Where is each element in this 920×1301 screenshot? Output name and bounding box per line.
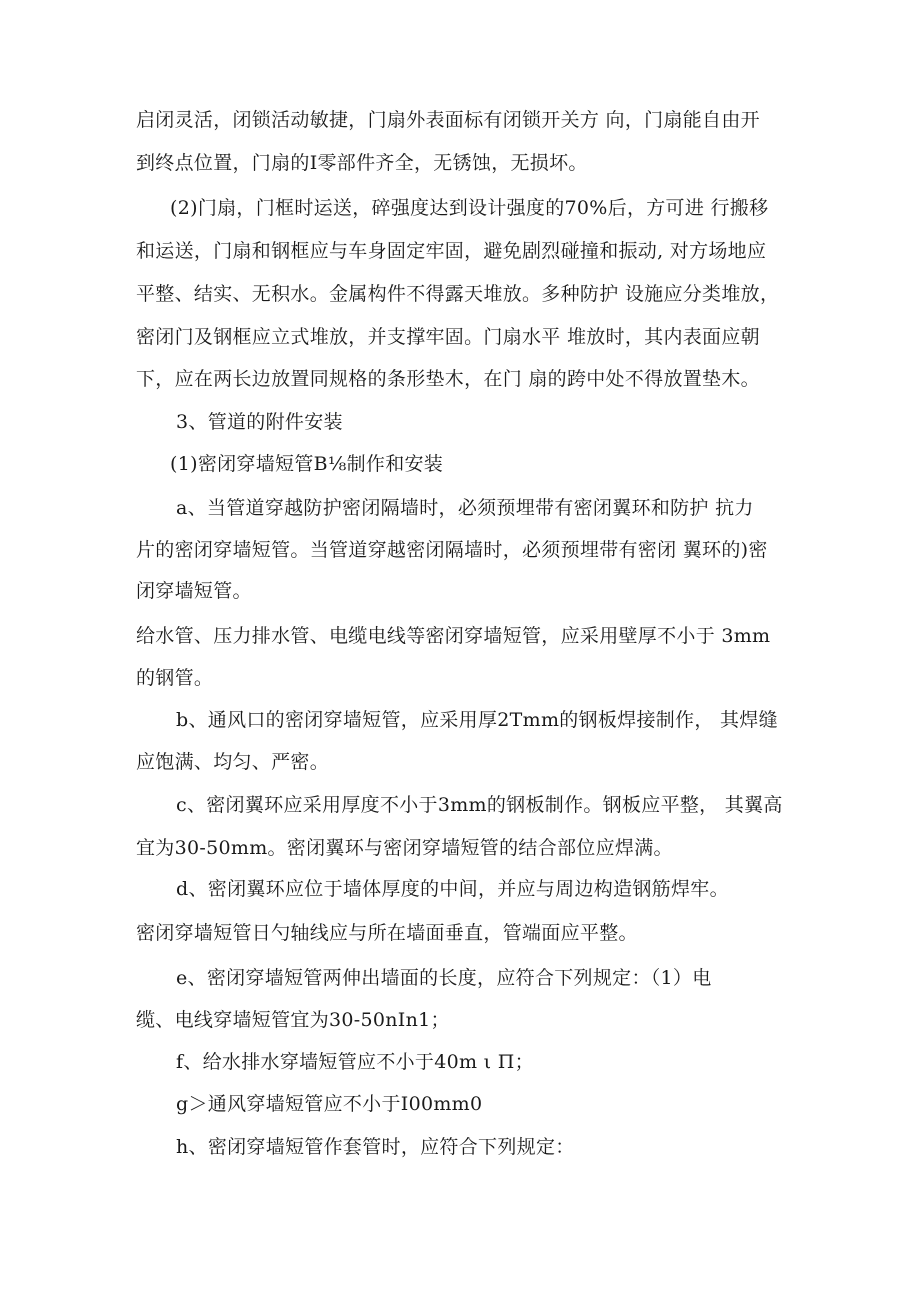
text-line-10: a、当管道穿越防护密闭隔墙时，必须预埋带有密闭翼环和防护 抗力 bbox=[176, 497, 754, 519]
text-line-13: 给水管、压力排水管、电缆电线等密闭穿墙短管，应采用壁厚不小于 3mm bbox=[136, 625, 771, 647]
text-line-21: e、密闭穿墙短管两伸出墙面的长度，应符合下列规定：（1）电 bbox=[176, 967, 712, 989]
text-line-24: g＞通风穿墙短管应不小于I00mm0 bbox=[176, 1093, 483, 1115]
text-line-23: f、给水排水穿墙短管应不小于40m ι Π； bbox=[176, 1051, 534, 1073]
text-line-14: 的钢管。 bbox=[136, 667, 214, 689]
text-line-11: 片的密闭穿墙短管。当管道穿越密闭隔墙时，必须预埋带有密闭 翼环的)密 bbox=[136, 539, 768, 561]
text-line-6: 密闭门及钢框应立式堆放，并支撑牢固。门扇水平 堆放时，其内表面应朝 bbox=[136, 326, 760, 348]
text-line-25: h、密闭穿墙短管作套管时，应符合下列规定： bbox=[176, 1136, 575, 1158]
text-line-3: (2)门扇，门框时运送，碎强度达到设计强度的70%后，方可进 行搬移 bbox=[170, 197, 769, 219]
text-line-4: 和运送，门扇和钢框应与车身固定牢固，避免剧烈碰撞和振动, 对方场地应 bbox=[136, 240, 767, 262]
text-line-18: 宜为30-50mm。密闭翼环与密闭穿墙短管的结合部位应焊满。 bbox=[136, 837, 673, 859]
text-line-2: 到终点位置，门扇的I零部件齐全，无锈蚀，无损坏。 bbox=[136, 152, 588, 174]
text-line-22: 缆、电线穿墙短管宜为30-50nIn1； bbox=[136, 1009, 450, 1031]
text-line-20: 密闭穿墙短管日勺轴线应与所在墙面垂直，管端面应平整。 bbox=[136, 922, 638, 944]
text-line-17: c、密闭翼环应采用厚度不小于3mm的钢板制作。钢板应平整， 其翼高 bbox=[176, 794, 783, 816]
text-line-1: 启闭灵活，闭锁活动敏捷，门扇外表面标有闭锁开关方 向，门扇能自由开 bbox=[136, 109, 760, 131]
subsection-heading: (1)密闭穿墙短管B⅛制作和安装 bbox=[170, 453, 444, 475]
text-line-7: 下，应在两长边放置同规格的条形垫木，在门 扇的跨中处不得放置垫木。 bbox=[136, 368, 760, 390]
text-line-12: 闭穿墙短管。 bbox=[136, 580, 252, 602]
text-line-5: 平整、结实、无积水。金属构件不得露天堆放。多种防护 设施应分类堆放， bbox=[136, 283, 780, 305]
text-line-15: b、通风口的密闭穿墙短管，应采用厚2Tmm的钢板焊接制作， 其焊缝 bbox=[176, 709, 778, 731]
text-line-19: d、密闭翼环应位于墙体厚度的中间，并应与周边构造钢筋焊牢。 bbox=[176, 878, 729, 900]
section-heading: 3、管道的附件安装 bbox=[176, 411, 343, 433]
text-line-16: 应饱满、均匀、严密。 bbox=[136, 751, 330, 773]
